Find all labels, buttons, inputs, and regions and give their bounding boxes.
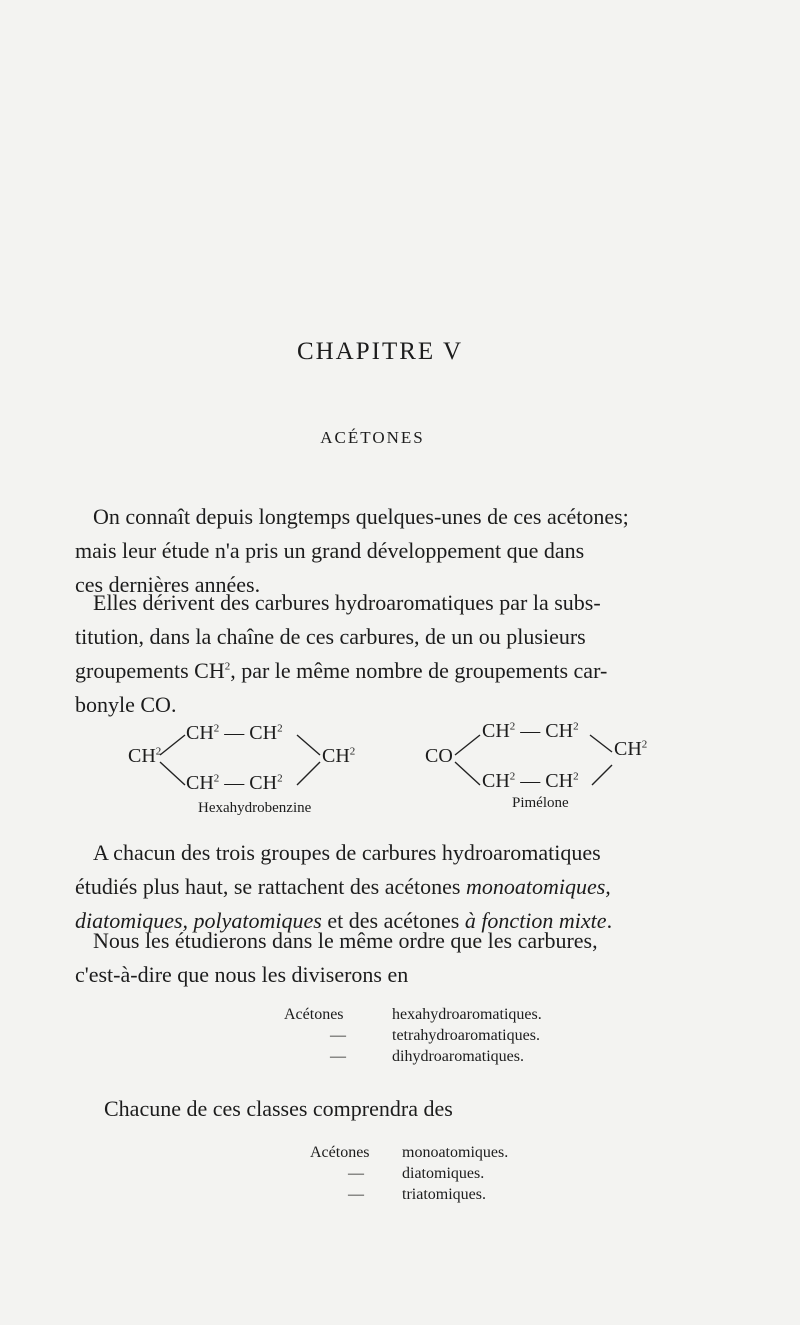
paragraph-line: c'est-à-dire que nous les diviserons en: [75, 962, 409, 987]
formula-bottom-chain: $CH^2$ — $CH^2$: [482, 770, 579, 792]
formula-caption: Pimélone: [512, 795, 569, 811]
paragraph-classes: Chacune de ces classes comprendra des: [104, 1096, 453, 1121]
paragraph-line: diatomiques, polyatomiques et des acétones à fonction mixte.: [75, 908, 613, 933]
list-item: — tetrahydroaromatiques.: [330, 1027, 540, 1044]
paragraph-line: Nous les étudierons dans le même ordre que les carbures,: [93, 928, 598, 953]
list-atomic: [310, 1142, 508, 1205]
formula-bottom-chain: $CH^2$ — $CH^2$: [186, 772, 283, 794]
chapter-title: CHAPITRE V: [296, 338, 464, 365]
paragraph-line: étudiés plus haut, se rattachent des acétones monoatomiques,: [75, 874, 611, 899]
formula-caption: Hexahydrobenzine: [198, 800, 312, 816]
paragraph-order: [75, 924, 700, 992]
formula-left-group: CO: [425, 745, 453, 767]
paragraph-line: On connaît depuis longtemps quelques-unes de ces acétones;: [93, 504, 629, 529]
list-item: — triatomiques.: [348, 1186, 486, 1203]
paragraph-line: titution, dans la chaîne de ces carbures, de un ou plusieurs: [75, 624, 586, 649]
paragraph-line: ces dernières années.: [75, 572, 261, 597]
list-item: — diatomiques.: [348, 1165, 485, 1182]
paragraph-line: Elles dérivent des carbures hydroaromatiques par la subs-: [93, 590, 601, 615]
formula-right-group: $CH^2$: [614, 738, 648, 760]
list-item: Acétones monoatomiques.: [310, 1144, 509, 1161]
paragraph-line: bonyle CO.: [75, 692, 177, 717]
paragraph-groups: [75, 836, 700, 938]
list-item: Acétones hexahydroaromatiques.: [284, 1006, 542, 1023]
formula-right-group: $CH^2$: [322, 745, 356, 767]
formula-top-chain: $CH^2$ — $CH^2$: [482, 720, 579, 742]
section-title: ACÉTONES: [320, 428, 425, 447]
list-item: — dihydroaromatiques.: [330, 1048, 524, 1065]
paragraph-line: mais leur étude n'a pris un grand développement que dans: [75, 538, 585, 563]
list-hydroaromatic: [284, 1004, 542, 1067]
formula-top-chain: $CH^2$ — $CH^2$: [186, 722, 283, 744]
paragraph-line: A chacun des trois groupes de carbures hydroaromatiques: [93, 840, 601, 865]
paragraph-line: groupements $CH^2$, par le même nombre de groupements car-: [75, 658, 608, 683]
formula-left-group: $CH^2$: [128, 745, 162, 767]
